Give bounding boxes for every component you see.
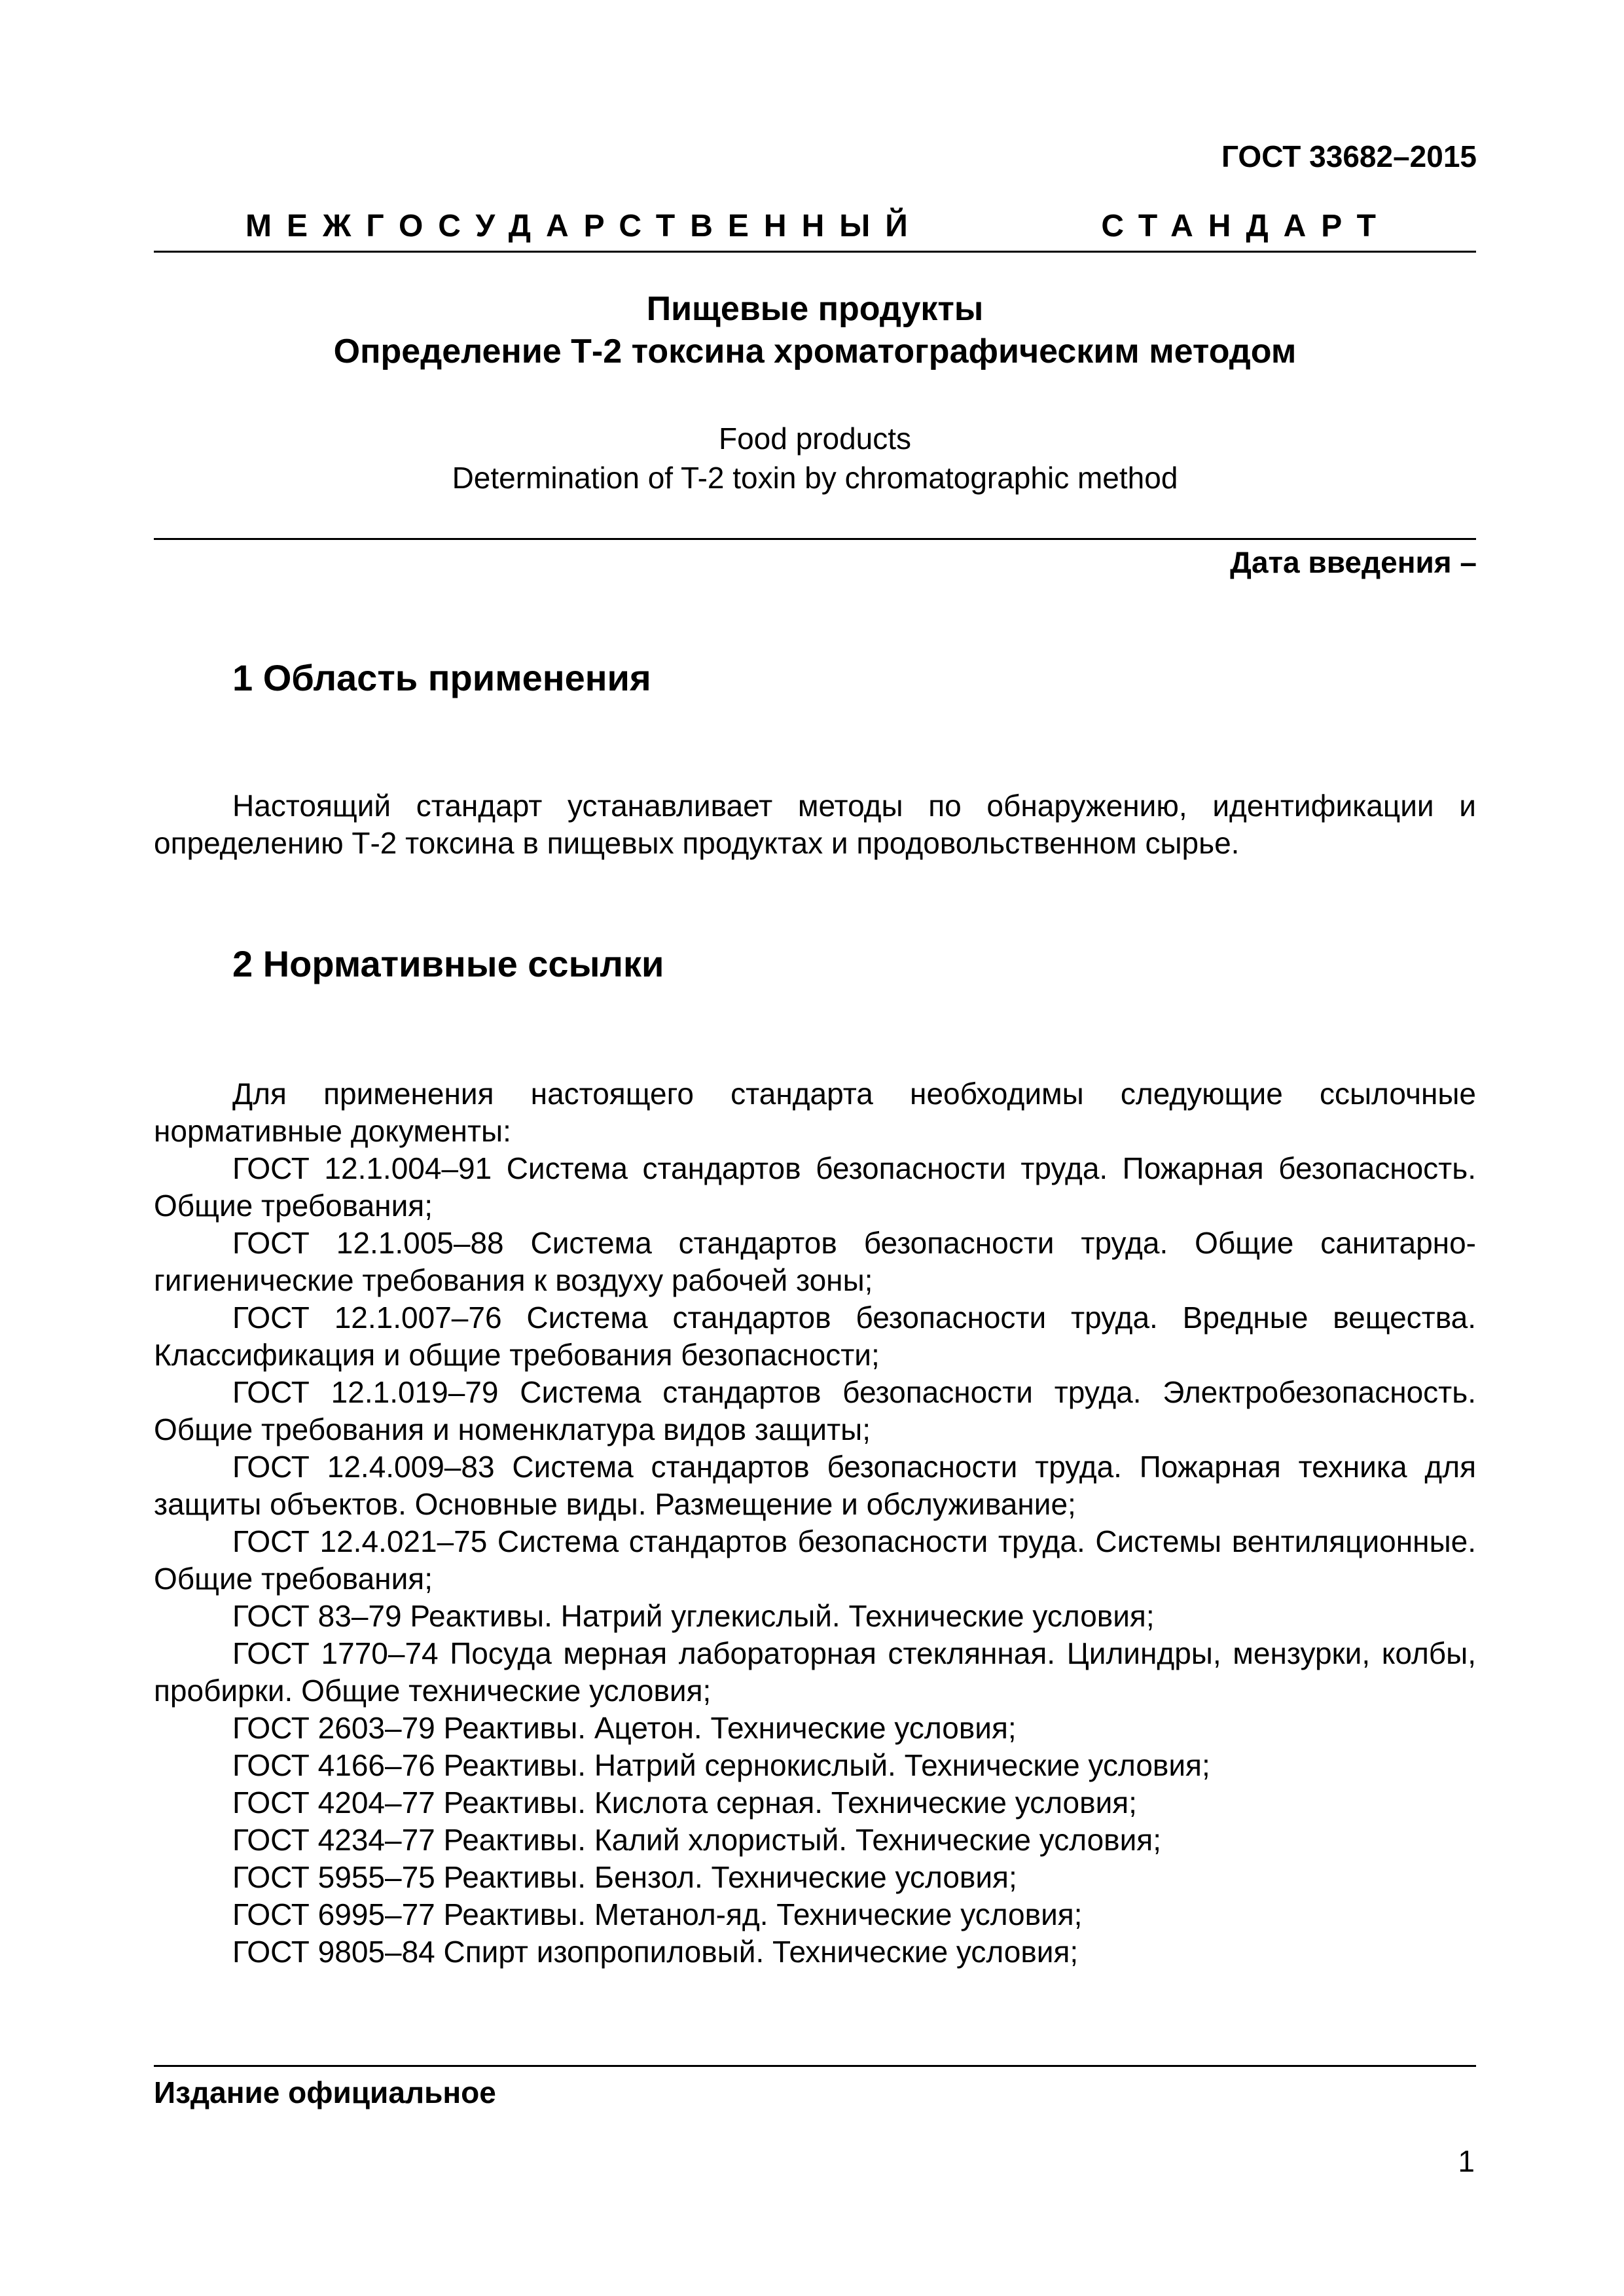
section-2-body: [154, 1075, 1476, 1971]
banner-word-interstate: МЕЖГОСУДАРСТВЕННЫЙ: [245, 209, 923, 243]
section-1-paragraph: Настоящий стандарт устанавливает методы по обнаружению, идентификации и определению Т-2 токсина в пищевых продуктах и продовольственном сырье.: [154, 789, 1476, 860]
reference-item: ГОСТ 4204–77 Реактивы. Кислота серная. Технические условия;: [232, 1785, 1137, 1820]
title-ru-line-1: Пищевые продукты: [646, 290, 984, 328]
reference-item: ГОСТ 12.1.007–76 Система стандартов безопасности труда. Вредные вещества. Классификация и общие требования безопасности;: [154, 1300, 1476, 1372]
title-divider: [154, 538, 1476, 540]
section-2-intro: Для применения настоящего стандарта необходимы следующие ссылочные нормативные документы:: [154, 1077, 1476, 1148]
reference-item: ГОСТ 12.1.004–91 Система стандартов безопасности труда. Пожарная безопасность. Общие требования;: [154, 1151, 1476, 1223]
reference-item: ГОСТ 1770–74 Посуда мерная лабораторная стеклянная. Цилиндры, мензурки, колбы, пробирки. Общие технические условия;: [154, 1636, 1476, 1708]
title-english: [154, 419, 1476, 497]
section-1-body: [154, 787, 1476, 862]
official-edition-label: Издание официальное: [154, 2075, 496, 2109]
section-1-heading: 1 Область применения: [232, 657, 651, 698]
reference-item: ГОСТ 12.1.019–79 Система стандартов безопасности труда. Электробезопасность. Общие требования и номенклатура видов защиты;: [154, 1375, 1476, 1446]
reference-item: ГОСТ 12.1.005–88 Система стандартов безопасности труда. Общие санитарно-гигиенические требования к воздуху рабочей зоны;: [154, 1226, 1476, 1297]
title-en-line-2: Determination of T-2 toxin by chromatographic method: [452, 461, 1178, 495]
page-number: 1: [1458, 2144, 1475, 2178]
reference-item: ГОСТ 9805–84 Спирт изопропиловый. Технические условия;: [232, 1935, 1079, 1969]
document-number: ГОСТ 33682–2015: [1221, 139, 1477, 173]
date-of-introduction: Дата введения –: [1230, 545, 1477, 579]
title-ru-line-2: Определение Т-2 токсина хроматографическим методом: [333, 332, 1297, 370]
title-russian: [154, 288, 1476, 373]
section-2-heading: 2 Нормативные ссылки: [232, 943, 664, 984]
banner-word-standard: СТАНДАРТ: [1101, 209, 1391, 243]
reference-item: ГОСТ 4166–76 Реактивы. Натрий сернокислый. Технические условия;: [232, 1748, 1210, 1782]
reference-item: ГОСТ 12.4.021–75 Система стандартов безопасности труда. Системы вентиляционные. Общие требования;: [154, 1524, 1476, 1596]
reference-item: ГОСТ 2603–79 Реактивы. Ацетон. Технические условия;: [232, 1711, 1017, 1745]
footer-divider: [154, 2065, 1476, 2067]
reference-item: ГОСТ 6995–77 Реактивы. Метанол-яд. Технические условия;: [232, 1897, 1083, 1931]
reference-item: ГОСТ 5955–75 Реактивы. Бензол. Технические условия;: [232, 1860, 1017, 1894]
reference-item: ГОСТ 12.4.009–83 Система стандартов безопасности труда. Пожарная техника для защиты объектов. Основные виды. Размещение и обслуживание;: [154, 1450, 1476, 1521]
standard-type-banner: [245, 208, 1391, 244]
header-divider: [154, 251, 1476, 253]
title-en-line-1: Food products: [718, 422, 912, 456]
reference-item: ГОСТ 83–79 Реактивы. Натрий углекислый. Технические условия;: [232, 1599, 1155, 1633]
reference-item: ГОСТ 4234–77 Реактивы. Калий хлористый. Технические условия;: [232, 1823, 1161, 1857]
